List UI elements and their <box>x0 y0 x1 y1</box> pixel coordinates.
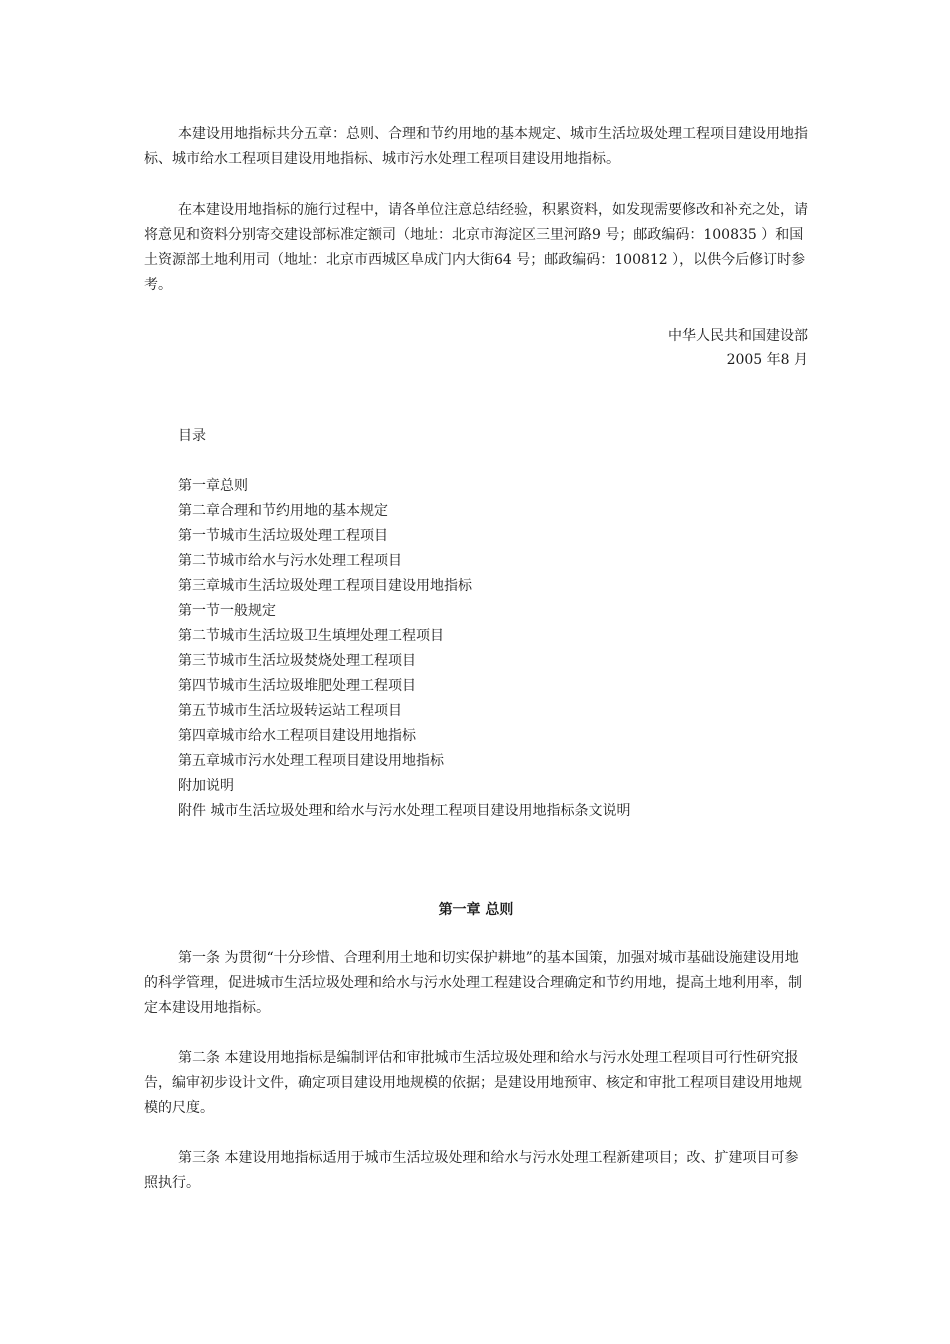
intro-paragraph-2: 在本建设用地指标的施行过程中，请各单位注意总结经验，积累资料，如发现需要修改和补充之处，请将意见和资料分别寄交建设部标准定额司（地址：北京市海淀区三里河路9 号；邮政编码：100835 ）和国土资源部土地利用司（地址：北京市西城区阜成门内大街64 号；邮政编码：100812 ），以供今后修订时参考。 <box>144 202 808 293</box>
toc-title: 目录 <box>178 428 206 444</box>
chapter-heading: 第一章 总则 <box>438 902 514 918</box>
toc-item: 第一节城市生活垃圾处理工程项目 <box>178 528 388 544</box>
toc-item: 第三节城市生活垃圾焚烧处理工程项目 <box>178 653 416 669</box>
signature-date: 2005 年8 月 <box>726 352 808 368</box>
toc-item: 第五节城市生活垃圾转运站工程项目 <box>178 703 402 719</box>
toc-item: 附加说明 <box>178 778 234 794</box>
toc-item: 第四章城市给水工程项目建设用地指标 <box>178 728 416 744</box>
article-1: 第一条 为贯彻“十分珍惜、合理利用土地和切实保护耕地”的基本国策，加强对城市基础设施建设用地的科学管理，促进城市生活垃圾处理和给水与污水处理工程建设合理确定和节约用地，提高土地利用率，制定本建设用地指标。 <box>144 950 802 1016</box>
toc-item: 第二节城市生活垃圾卫生填埋处理工程项目 <box>178 628 444 644</box>
toc-item: 第一章总则 <box>178 478 248 494</box>
intro-paragraph-1: 本建设用地指标共分五章：总则、合理和节约用地的基本规定、城市生活垃圾处理工程项目建设用地指标、城市给水工程项目建设用地指标、城市污水处理工程项目建设用地指标。 <box>144 126 808 167</box>
toc-item: 第五章城市污水处理工程项目建设用地指标 <box>178 753 444 769</box>
toc-item: 第二节城市给水与污水处理工程项目 <box>178 553 402 569</box>
toc-item: 第一节一般规定 <box>178 603 276 619</box>
toc-item: 附件 城市生活垃圾处理和给水与污水处理工程项目建设用地指标条文说明 <box>178 803 631 819</box>
toc-item: 第三章城市生活垃圾处理工程项目建设用地指标 <box>178 578 472 594</box>
toc-item: 第四节城市生活垃圾堆肥处理工程项目 <box>178 678 416 694</box>
article-2: 第二条 本建设用地指标是编制评估和审批城市生活垃圾处理和给水与污水处理工程项目可行性研究报告，编审初步设计文件，确定项目建设用地规模的依据；是建设用地预审、核定和审批工程项目建设用地规模的尺度。 <box>144 1050 802 1116</box>
signature-org: 中华人民共和国建设部 <box>668 328 808 344</box>
article-3: 第三条 本建设用地指标适用于城市生活垃圾处理和给水与污水处理工程新建项目；改、扩建项目可参照执行。 <box>144 1150 799 1191</box>
toc-item: 第二章合理和节约用地的基本规定 <box>178 503 388 519</box>
table-of-contents <box>178 474 630 824</box>
